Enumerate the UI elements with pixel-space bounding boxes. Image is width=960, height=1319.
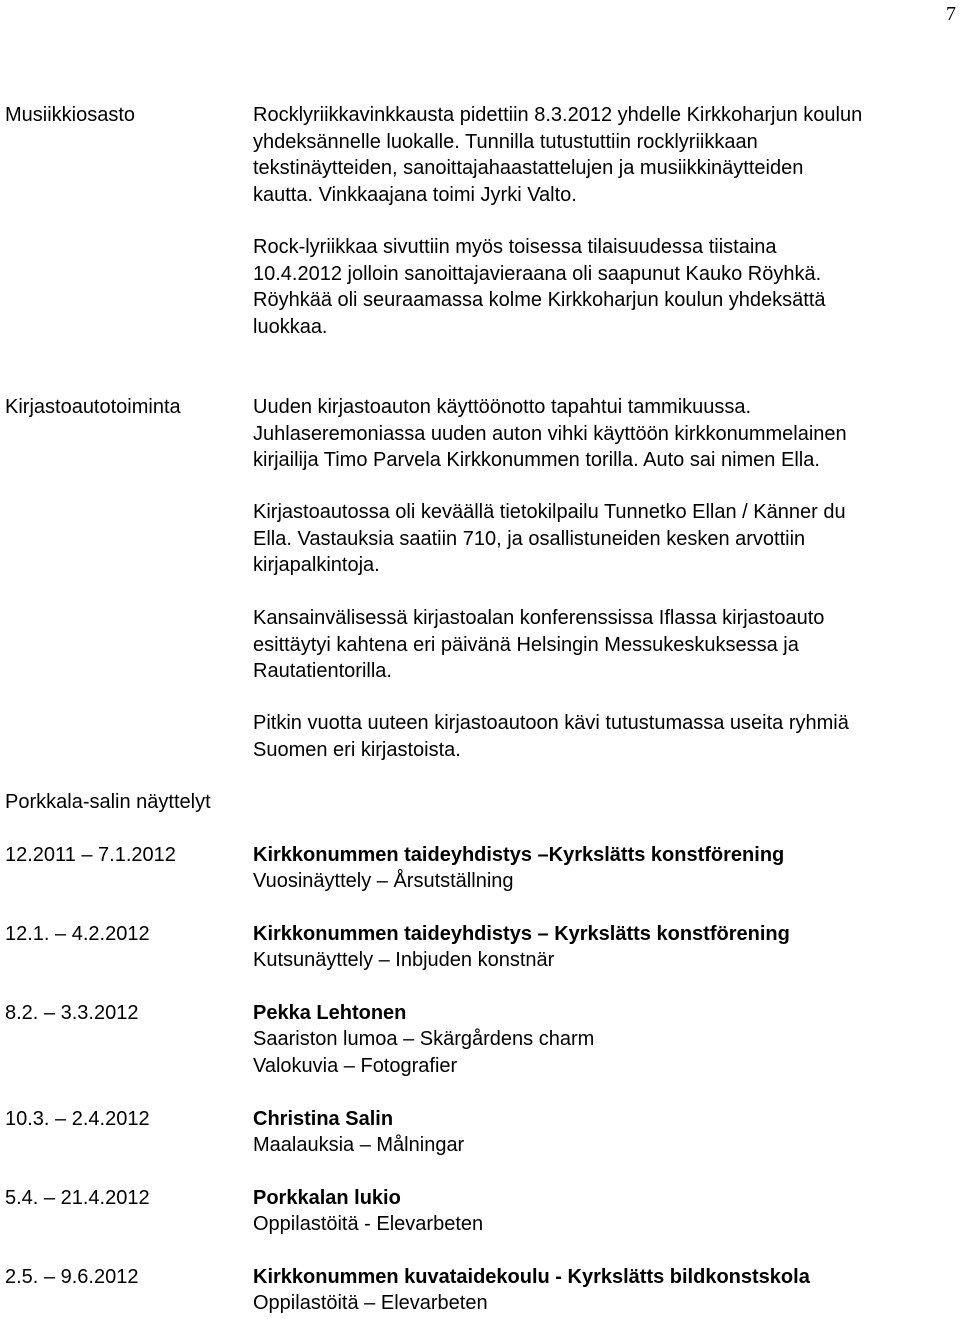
exhibition-date: 10.3. – 2.4.2012 xyxy=(5,1108,150,1130)
paragraph xyxy=(253,234,826,340)
exhibition-title: Kirkkonummen kuvataidekoulu - Kyrkslätts bildkonstskola xyxy=(253,1266,810,1288)
exhibition-date: 5.4. – 21.4.2012 xyxy=(5,1187,150,1209)
text-line: Rocklyriikkavinkkausta pidettiin 8.3.2012 yhdelle Kirkkoharjun koulun xyxy=(253,104,863,126)
exhibition-date: 12.2011 – 7.1.2012 xyxy=(5,844,176,866)
text-line: Ella. Vastauksia saatiin 710, ja osallistuneiden kesken arvottiin xyxy=(253,527,806,550)
exhibition-date: 8.2. – 3.3.2012 xyxy=(5,1002,139,1024)
exhibition-date: 12.1. – 4.2.2012 xyxy=(5,923,150,945)
text-line: Rautatientorilla. xyxy=(253,660,392,682)
exhibition-date: 2.5. – 9.6.2012 xyxy=(5,1266,139,1288)
text-line: Suomen eri kirjastoista. xyxy=(253,738,461,761)
text-line: kautta. Vinkkaajana toimi Jyrki Valto. xyxy=(253,183,577,206)
exhibition-subtitle: Saariston lumoa – Skärgårdens charm xyxy=(253,1028,595,1050)
text-line: yhdeksännelle luokalle. Tunnilla tutustuttiin rocklyriikkaan xyxy=(253,130,758,153)
exhibition-subtitle: Valokuvia – Fotografier xyxy=(253,1055,458,1077)
exhibition-subtitle: Oppilastöitä – Elevarbeten xyxy=(253,1292,488,1314)
section-label-musiikkiosasto: Musiikkiosasto xyxy=(5,104,136,126)
exhibition-title: Pekka Lehtonen xyxy=(253,1002,407,1024)
text-line: Rock-lyriikkaa sivuttiin myös toisessa tilaisuudessa tiistaina xyxy=(253,236,777,258)
exhibition-title: Kirkkonummen taideyhdistys – Kyrkslätts konstförening xyxy=(253,923,790,945)
text-line: esittäytyi kahtena eri päivänä Helsingin Messukeskuksessa ja xyxy=(253,633,799,656)
text-line: luokkaa. xyxy=(253,315,328,338)
text-line: 10.4.2012 jolloin sanoittajavieraana oli saapunut Kauko Röyhkä. xyxy=(253,262,822,285)
paragraph xyxy=(253,499,846,579)
exhibition-subtitle: Maalauksia – Målningar xyxy=(253,1134,465,1156)
paragraph xyxy=(253,394,847,474)
text-line: Uuden kirjastoauton käyttöönotto tapahtui tammikuussa. xyxy=(253,396,752,418)
section-label-porkkala: Porkkala-salin näyttelyt xyxy=(5,791,211,813)
page-number: 7 xyxy=(946,3,956,25)
exhibition-subtitle: Oppilastöitä - Elevarbeten xyxy=(253,1213,484,1235)
text-line: Pitkin vuotta uuteen kirjastoautoon kävi tutustumassa useita ryhmiä xyxy=(253,712,849,734)
exhibition-subtitle: Vuosinäyttely – Årsutställning xyxy=(253,870,514,892)
exhibition-title: Porkkalan lukio xyxy=(253,1187,401,1209)
exhibition-title: Kirkkonummen taideyhdistys –Kyrkslätts konstförening xyxy=(253,844,785,866)
text-line: Juhlaseremoniassa uuden auton vihki käyttöön kirkkonummelainen xyxy=(253,422,847,445)
section-label-kirjastoautotoiminta: Kirjastoautotoiminta xyxy=(5,396,181,418)
paragraph xyxy=(253,605,824,685)
text-line: Kansainvälisessä kirjastoalan konferenssissa Iflassa kirjastoauto xyxy=(253,607,825,629)
exhibition-subtitle: Kutsunäyttely – Inbjuden konstnär xyxy=(253,949,555,971)
text-line: kirjailija Timo Parvela Kirkkonummen torilla. Auto sai nimen Ella. xyxy=(253,449,820,471)
paragraph xyxy=(253,102,862,208)
exhibition-title: Christina Salin xyxy=(253,1108,394,1130)
text-line: kirjapalkintoja. xyxy=(253,554,380,576)
text-line: Röyhkää oli seuraamassa kolme Kirkkoharjun koulun yhdeksättä xyxy=(253,289,826,311)
text-line: tekstinäytteiden, sanoittajahaastattelujen ja musiikkinäytteiden xyxy=(253,157,804,179)
paragraph xyxy=(253,710,849,763)
text-line: Kirjastoautossa oli keväällä tietokilpailu Tunnetko Ellan / Känner du xyxy=(253,501,846,523)
